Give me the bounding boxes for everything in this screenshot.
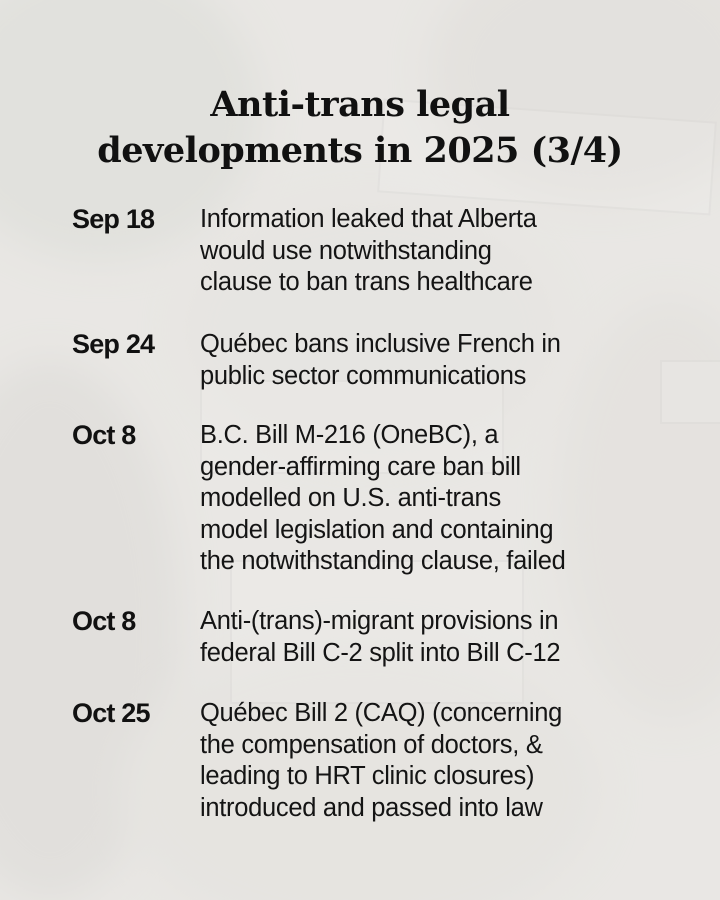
entry-date: Sep 18 xyxy=(72,204,155,234)
entry-description-line: model legislation and containing xyxy=(200,515,554,544)
entry-description-line: would use notwithstanding xyxy=(200,236,492,265)
entry-date: Oct 8 xyxy=(72,420,136,450)
entry-date: Sep 24 xyxy=(72,329,155,359)
entry-description-line: B.C. Bill M-216 (OneBC), a xyxy=(200,421,499,449)
entry-description-line: Québec Bill 2 (CAQ) (concerning xyxy=(200,699,563,727)
entry-date: Oct 8 xyxy=(72,606,136,636)
entry-description-line: public sector communications xyxy=(200,361,527,390)
entry-description-line: the notwithstanding clause, failed xyxy=(200,547,566,575)
page-title xyxy=(0,82,720,174)
entry-description xyxy=(200,698,670,824)
entry-description-line: leading to HRT clinic closures) xyxy=(200,762,535,790)
entry-description xyxy=(200,420,670,578)
entry-description-line: Québec bans inclusive French in xyxy=(200,330,561,358)
title-line-1: Anti-trans legal xyxy=(210,84,510,125)
entry-description xyxy=(200,329,670,392)
entry-date: Oct 25 xyxy=(72,698,150,728)
entry-description-line: the compensation of doctors, & xyxy=(200,730,543,759)
entry-description xyxy=(200,204,670,299)
entry-description-line: gender-affirming care ban bill xyxy=(200,452,521,481)
entry-description-line: clause to ban trans healthcare xyxy=(200,268,533,296)
entry-description-line: introduced and passed into law xyxy=(200,793,543,822)
entry-description xyxy=(200,606,670,669)
entry-description-line: federal Bill C-2 split into Bill C-12 xyxy=(200,638,561,667)
title-line-2: developments in 2025 (3/4) xyxy=(97,130,623,171)
entry-description-line: Anti-(trans)-migrant provisions in xyxy=(200,607,559,635)
entry-description-line: Information leaked that Alberta xyxy=(200,205,537,233)
entry-description-line: modelled on U.S. anti-trans xyxy=(200,484,501,512)
